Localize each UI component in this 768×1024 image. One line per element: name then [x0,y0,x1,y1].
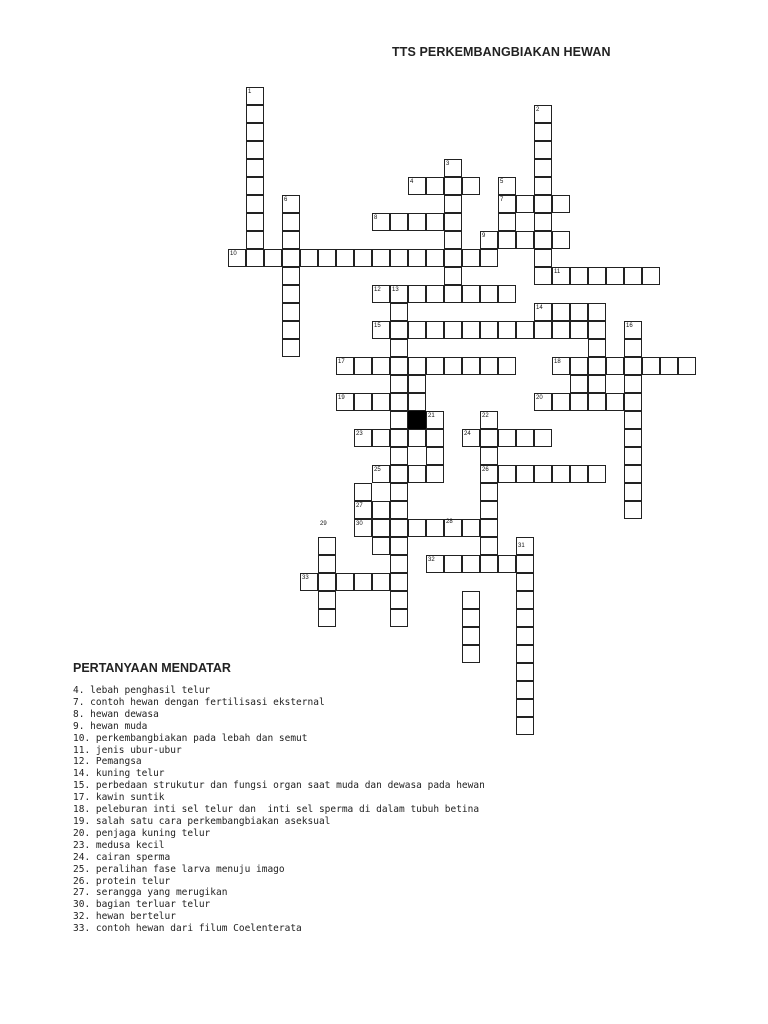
grid-cell[interactable] [372,501,390,519]
grid-cell[interactable] [246,123,264,141]
grid-cell[interactable] [390,357,408,375]
clue-number: 10 [230,251,237,257]
clue-number: 33 [302,575,309,581]
grid-cell[interactable] [318,537,336,555]
grid-cell[interactable] [246,159,264,177]
clue-item: 9. hewan muda [73,720,148,732]
grid-cell[interactable] [462,609,480,627]
clue-item: 25. peralihan fase larva menuju imago [73,863,285,875]
clue-item: 12. Pemangsa [73,756,142,768]
grid-cell[interactable] [390,465,408,483]
clue-number: 12 [374,287,381,293]
grid-cell[interactable] [516,429,534,447]
clue-number: 29 [320,521,327,527]
grid-cell[interactable] [246,231,264,249]
grid-cell[interactable] [246,105,264,123]
grid-cell[interactable] [336,249,354,267]
grid-cell[interactable] [390,483,408,501]
grid-cell[interactable] [408,519,426,537]
grid-cell[interactable] [624,447,642,465]
grid-cell[interactable] [282,339,300,357]
grid-cell[interactable] [570,303,588,321]
grid-cell[interactable] [462,591,480,609]
grid-cell[interactable] [480,483,498,501]
grid-cell[interactable] [444,177,462,195]
clue-number: 7 [500,197,504,203]
clue-item: 32. hewan bertelur [73,911,176,923]
grid-cell[interactable] [534,465,552,483]
grid-cell[interactable] [408,285,426,303]
grid-cell[interactable] [462,645,480,663]
grid-cell[interactable] [408,357,426,375]
grid-cell[interactable] [390,447,408,465]
grid-cell[interactable] [534,195,552,213]
grid-cell[interactable] [624,357,642,375]
grid-cell[interactable] [534,429,552,447]
grid-cell[interactable] [552,465,570,483]
clue-item: 10. perkembangbiakan pada lebah dan semut [73,732,308,744]
clue-item: 33. contoh hewan dari filum Coelenterata [73,923,302,935]
grid-cell[interactable] [552,195,570,213]
clue-number: 15 [374,323,381,329]
clue-number: 3 [446,161,450,167]
grid-cell[interactable] [516,627,534,645]
clue-number: 20 [536,395,543,401]
clue-item: 4. lebah penghasil telur [73,685,211,696]
grid-cell[interactable] [534,141,552,159]
grid-cell[interactable] [372,393,390,411]
grid-cell[interactable] [408,465,426,483]
grid-cell[interactable] [516,609,534,627]
grid-cell[interactable] [606,393,624,411]
grid-cell[interactable] [318,573,336,591]
clue-number: 6 [284,197,288,203]
clue-item: 27. serangga yang merugikan [73,887,228,899]
grid-cell[interactable] [678,357,696,375]
grid-cell[interactable] [390,393,408,411]
grid-cell[interactable] [282,213,300,231]
clue-item: 19. salah satu cara perkembangbiakan aseksual [73,815,331,827]
grid-cell[interactable] [408,249,426,267]
grid-cell[interactable] [498,213,516,231]
grid-cell[interactable] [498,357,516,375]
grid-cell[interactable] [426,447,444,465]
clue-number: 9 [482,233,486,239]
grid-cell[interactable] [480,357,498,375]
grid-cell[interactable] [498,321,516,339]
grid-cell[interactable] [408,321,426,339]
grid-cell[interactable] [534,159,552,177]
clue-item: 14. kuning telur [73,768,165,780]
grid-cell[interactable] [318,249,336,267]
grid-cell[interactable] [354,483,372,501]
clue-number: 26 [482,467,489,473]
grid-cell[interactable] [480,429,498,447]
grid-cell[interactable] [534,213,552,231]
grid-cell[interactable] [480,285,498,303]
grid-cell[interactable] [570,393,588,411]
grid-cell[interactable] [660,357,678,375]
grid-cell[interactable] [480,321,498,339]
grid-cell[interactable] [624,501,642,519]
clue-item: 7. contoh hewan dengan fertilisasi eksternal [73,696,325,708]
grid-cell[interactable] [642,267,660,285]
grid-cell[interactable] [624,375,642,393]
grid-cell[interactable] [570,357,588,375]
grid-cell[interactable] [408,213,426,231]
grid-cell[interactable] [390,213,408,231]
grid-cell[interactable] [372,573,390,591]
grid-cell[interactable] [552,303,570,321]
grid-cell[interactable] [426,357,444,375]
grid-cell[interactable] [390,573,408,591]
clue-item: 24. cairan sperma [73,851,171,863]
grid-cell[interactable] [282,267,300,285]
grid-cell[interactable] [552,231,570,249]
grid-cell[interactable] [300,249,318,267]
grid-cell[interactable] [462,285,480,303]
grid-cell[interactable] [282,321,300,339]
clue-item: 26. protein telur [73,875,171,887]
black-cell [408,411,426,429]
grid-cell[interactable] [318,555,336,573]
grid-cell[interactable] [444,321,462,339]
grid-cell[interactable] [426,285,444,303]
clue-number: 32 [428,557,435,563]
grid-cell[interactable] [534,249,552,267]
grid-cell[interactable] [372,519,390,537]
grid-cell[interactable] [534,321,552,339]
grid-cell[interactable] [516,717,534,735]
clue-number: 17 [338,359,345,365]
grid-cell[interactable] [516,645,534,663]
grid-cell[interactable] [516,681,534,699]
grid-cell[interactable] [408,429,426,447]
grid-cell[interactable] [246,195,264,213]
grid-cell[interactable] [264,249,282,267]
grid-cell[interactable] [462,519,480,537]
grid-cell[interactable] [390,411,408,429]
grid-cell[interactable] [588,267,606,285]
grid-cell[interactable] [606,357,624,375]
clue-number: 22 [482,413,489,419]
grid-cell[interactable] [372,537,390,555]
grid-cell[interactable] [624,429,642,447]
clue-number: 18 [554,359,561,365]
grid-cell[interactable] [282,303,300,321]
clue-number: 31 [518,542,525,549]
grid-cell[interactable] [426,177,444,195]
grid-cell[interactable] [570,267,588,285]
grid-cell[interactable] [390,591,408,609]
clue-number: 16 [626,323,633,329]
grid-cell[interactable] [480,555,498,573]
grid-cell[interactable] [534,177,552,195]
grid-cell[interactable] [390,429,408,447]
grid-cell[interactable] [246,177,264,195]
grid-cell[interactable] [462,357,480,375]
clue-number: 11 [554,269,561,275]
grid-cell[interactable] [354,573,372,591]
clue-item: 8. hewan dewasa [73,708,159,720]
grid-cell[interactable] [390,303,408,321]
clue-number: 13 [392,287,399,293]
grid-cell[interactable] [282,249,300,267]
grid-cell[interactable] [588,465,606,483]
grid-cell[interactable] [570,375,588,393]
grid-cell[interactable] [570,465,588,483]
clue-item: 20. penjaga kuning telur [73,827,211,839]
grid-cell[interactable] [426,429,444,447]
clue-item: 17. kawin suntik [73,792,165,804]
grid-cell[interactable] [462,177,480,195]
grid-cell[interactable] [426,249,444,267]
clue-item: 18. peleburan inti sel telur dan inti sel sperma di dalam tubuh betina [73,804,480,816]
grid-cell[interactable] [426,321,444,339]
grid-cell[interactable] [444,267,462,285]
grid-cell[interactable] [534,123,552,141]
clue-number: 19 [338,395,345,401]
grid-cell[interactable] [516,663,534,681]
grid-cell[interactable] [480,519,498,537]
grid-cell[interactable] [372,249,390,267]
grid-cell[interactable] [372,429,390,447]
grid-cell[interactable] [390,519,408,537]
grid-cell[interactable] [588,357,606,375]
grid-cell[interactable] [498,555,516,573]
grid-cell[interactable] [624,411,642,429]
clue-number: 4 [410,179,414,185]
grid-cell[interactable] [552,393,570,411]
clues-heading: PERTANYAAN MENDATAR [73,661,231,675]
grid-cell[interactable] [354,357,372,375]
clue-item: 15. perbedaan strukutur dan fungsi organ saat muda dan dewasa pada hewan [73,780,485,792]
grid-cell[interactable] [444,231,462,249]
grid-cell[interactable] [498,285,516,303]
grid-cell[interactable] [390,609,408,627]
grid-cell[interactable] [408,375,426,393]
grid-cell[interactable] [624,465,642,483]
grid-cell[interactable] [570,321,588,339]
clue-list [73,685,485,935]
grid-cell[interactable] [588,303,606,321]
clue-number: 21 [428,413,435,419]
grid-cell[interactable] [480,249,498,267]
grid-cell[interactable] [624,339,642,357]
grid-cell[interactable] [390,501,408,519]
grid-cell[interactable] [354,393,372,411]
grid-cell[interactable] [588,321,606,339]
grid-cell[interactable] [480,501,498,519]
grid-cell[interactable] [624,483,642,501]
grid-cell[interactable] [516,321,534,339]
grid-cell[interactable] [408,393,426,411]
grid-cell[interactable] [516,465,534,483]
grid-cell[interactable] [462,627,480,645]
grid-cell[interactable] [480,537,498,555]
clue-number: 2 [536,107,540,113]
grid-cell[interactable] [246,249,264,267]
grid-cell[interactable] [444,357,462,375]
grid-cell[interactable] [246,141,264,159]
grid-cell[interactable] [390,555,408,573]
grid-cell[interactable] [498,231,516,249]
grid-cell[interactable] [498,465,516,483]
clue-number: 30 [356,521,363,527]
grid-cell[interactable] [498,429,516,447]
clue-number: 25 [374,467,381,473]
grid-cell[interactable] [588,339,606,357]
grid-cell[interactable] [516,573,534,591]
grid-cell[interactable] [318,591,336,609]
clue-item: 23. medusa kecil [73,839,165,851]
grid-cell[interactable] [516,231,534,249]
grid-cell[interactable] [390,249,408,267]
grid-cell[interactable] [588,375,606,393]
grid-cell[interactable] [624,267,642,285]
clue-number: 5 [500,179,504,185]
grid-cell[interactable] [282,231,300,249]
grid-cell[interactable] [462,555,480,573]
clue-item: 11. jenis ubur-ubur [73,744,182,756]
grid-cell[interactable] [390,321,408,339]
grid-cell[interactable] [372,357,390,375]
grid-cell[interactable] [336,573,354,591]
grid-cell[interactable] [318,609,336,627]
grid-cell[interactable] [624,393,642,411]
clue-number: 8 [374,215,378,221]
grid-cell[interactable] [516,195,534,213]
clue-number: 1 [248,89,252,95]
clue-number: 23 [356,431,363,437]
grid-cell[interactable] [426,213,444,231]
grid-cell[interactable] [462,321,480,339]
page-title: TTS PERKEMBANGBIAKAN HEWAN [392,45,611,59]
grid-cell[interactable] [516,591,534,609]
grid-cell[interactable] [390,339,408,357]
grid-cell[interactable] [516,699,534,717]
grid-cell[interactable] [588,393,606,411]
clue-number: 14 [536,305,543,311]
grid-cell[interactable] [390,537,408,555]
grid-cell[interactable] [552,321,570,339]
grid-cell[interactable] [480,447,498,465]
grid-cell[interactable] [444,555,462,573]
grid-cell[interactable] [426,519,444,537]
grid-cell[interactable] [444,213,462,231]
grid-cell[interactable] [534,267,552,285]
grid-cell[interactable] [462,249,480,267]
grid-cell[interactable] [534,231,552,249]
grid-cell[interactable] [606,267,624,285]
clue-number: 27 [356,503,363,509]
grid-cell[interactable] [444,195,462,213]
grid-cell[interactable] [246,213,264,231]
grid-cell[interactable] [354,249,372,267]
grid-cell[interactable] [282,285,300,303]
grid-cell[interactable] [390,375,408,393]
clue-number: 28 [446,519,453,526]
grid-cell[interactable] [426,465,444,483]
clue-number: 24 [464,431,471,437]
grid-cell[interactable] [642,357,660,375]
grid-cell[interactable] [444,285,462,303]
grid-cell[interactable] [444,249,462,267]
grid-cell[interactable] [516,555,534,573]
clue-item: 30. bagian terluar telur [73,899,211,911]
